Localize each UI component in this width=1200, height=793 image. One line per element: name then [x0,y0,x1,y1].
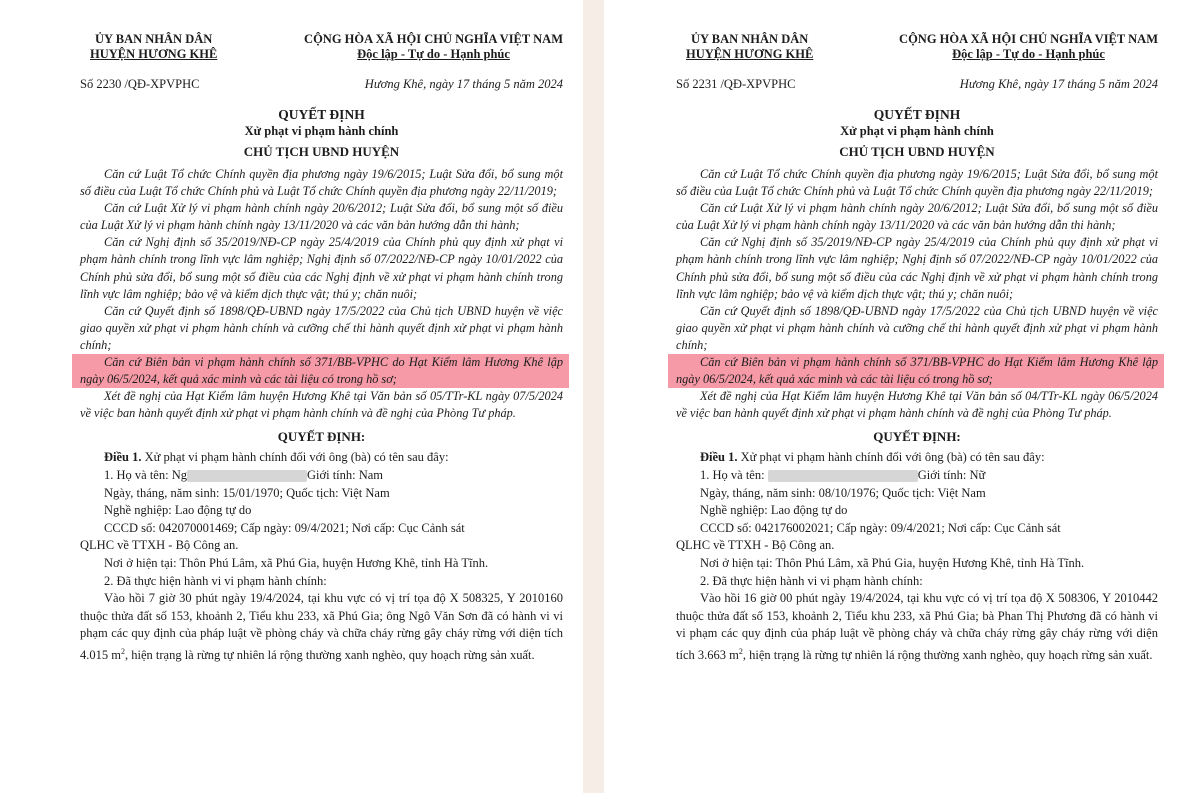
dob-line: Ngày, tháng, năm sinh: 08/10/1976; Quốc tịch: Việt Nam [700,485,986,500]
id-line: CCCD số: 042176002021; Cấp ngày: 09/4/2021; Nơi cấp: Cục Cảnh sát [700,520,1061,535]
issuing-authority: CHỦ TỊCH UBND HUYỆN [839,144,995,159]
basis-paragraph: Căn cứ Luật Xử lý vi phạm hành chính ngày 20/6/2012; Luật Sửa đổi, bổ sung một số điều của Luật Xử lý vi phạm hành chính ngày 13/11/2020 và các văn bản hướng dẫn thi hành; [676,201,1158,233]
violation-text: Vào hồi 7 giờ 30 phút ngày 19/4/2024, tại khu vực có vị trí tọa độ X 508325, Y 2010160 thuộc thửa đất số 153, khoảnh 2, Tiểu khu 233, xã Phú Gia; ông Ngô Văn Sơn đã có hành vi vi phạm các quy định của pháp luật về phòng cháy và chữa cháy rừng gây cháy rừng với diện tích 4.015 $m^2$, hiện trạng là rừng tự nhiên lá rộng thường xanh nghèo, quy hoạch rừng sản xuất. [80,591,563,663]
place-date: Hương Khê, ngày 17 tháng 5 năm 2024 [364,77,563,91]
basis-paragraph: Căn cứ Nghị định số 35/2019/NĐ-CP ngày 25/4/2019 của Chính phủ quy định xử phạt vi phạm hành chính trong lĩnh vực lâm nghiệp; Nghị định số 07/2022/NĐ-CP ngày 10/01/2022 của Chính phủ sửa đổi, bổ sung một số điều của các Nghị định về xử phạt vi phạm hành chính trong lĩnh vực lâm nghiệp; bảo vệ và kiểm dịch thực vật; thú y; chăn nuôi; [676,235,1158,301]
proposal-paragraph: Xét đề nghị của Hạt Kiểm lâm huyện Hương Khê tại Văn bản số 05/TTr-KL ngày 07/5/2024 về việc ban hành quyết định xử phạt vi phạm hành chính và đề nghị của Phòng Tư pháp. [80,389,563,421]
job-line: Nghề nghiệp: Lao động tự do [104,503,252,518]
article-1: Điều 1. Xử phạt vi phạm hành chính đối với ông (bà) có tên sau đây: [104,450,449,465]
redacted-name [768,470,918,482]
address-line: Nơi ở hiện tại: Thôn Phú Lâm, xã Phú Gia, huyện Hương Khê, tỉnh Hà Tĩnh. [104,555,489,570]
highlighted-basis-paragraph: Căn cứ Biên bản vi phạm hành chính số 371/BB-VPHC do Hạt Kiểm lâm Hương Khê lập ngày 06/5/2024, kết quả xác minh và các tài liệu có trong hồ sơ; [72,354,569,388]
document-subtitle: Xử phạt vi phạm hành chính [244,124,399,138]
number-date-line [676,76,1158,92]
place-date: Hương Khê, ngày 17 tháng 5 năm 2024 [959,77,1158,91]
number-date-line [80,76,563,92]
violation-text: Vào hồi 16 giờ 00 phút ngày 19/4/2024, tại khu vực có vị trí tọa độ X 508306, Y 2010442 thuộc thửa đất số 153, khoảnh 2, Tiểu khu 233, xã Phú Gia; bà Phan Thị Phương đã có hành vi vi phạm các quy định của pháp luật về phòng cháy và chữa cháy rừng gây cháy rừng với diện tích 3.663 $m^2$, hiện trạng là rừng tự nhiên lá rộng thường xanh nghèo, quy hoạch rừng sản xuất. [676,591,1158,663]
article-1: Điều 1. Xử phạt vi phạm hành chính đối với ông (bà) có tên sau đây: [700,450,1045,465]
document-header [676,32,1158,62]
address-line: Nơi ở hiện tại: Thôn Phú Lâm, xã Phú Gia, huyện Hương Khê, tỉnh Hà Tĩnh. [700,555,1085,570]
decision-number: Số 2231 /QĐ-XPVPHC [676,77,796,91]
basis-paragraph: Căn cứ Luật Xử lý vi phạm hành chính ngày 20/6/2012; Luật Sửa đổi, bổ sung một số điều của Luật Xử lý vi phạm hành chính ngày 13/11/2020 và các văn bản hướng dẫn thi hành; [80,201,563,233]
document-subtitle: Xử phạt vi phạm hành chính [840,124,994,138]
decision-heading: QUYẾT ĐỊNH: [277,429,366,445]
basis-paragraph: Căn cứ Luật Tổ chức Chính quyền địa phương ngày 19/6/2015; Luật Sửa đổi, bổ sung một số điều của Luật Tổ chức Chính phủ và Luật Tổ chức Chính quyền địa phương ngày 22/11/2019; [676,167,1158,199]
proposal-paragraph: Xét đề nghị của Hạt Kiểm lâm huyện Hương Khê tại Văn bản số 04/TTr-KL ngày 06/5/2024 về việc ban hành quyết định xử phạt vi phạm hành chính và đề nghị của Phòng Tư pháp. [676,389,1158,421]
redacted-name [187,470,307,482]
issuing-authority: CHỦ TỊCH UBND HUYỆN [243,144,400,159]
issuing-organization: ỦY BAN NHÂN DÂN HUYỆN HƯƠNG KHÊ [90,32,218,61]
document-page-left [0,0,583,793]
document-title: QUYẾT ĐỊNH [873,107,961,122]
highlighted-basis-paragraph: Căn cứ Biên bản vi phạm hành chính số 371/BB-VPHC do Hạt Kiểm lâm Hương Khê lập ngày 06/5/2024, kết quả xác minh và các tài liệu có trong hồ sơ; [668,354,1164,388]
national-motto: CỘNG HÒA XÃ HỘI CHỦ NGHĨA VIỆT NAM Độc lập - Tự do - Hạnh phúc [304,32,563,61]
basis-paragraph: Căn cứ Quyết định số 1898/QĐ-UBND ngày 17/5/2022 của Chủ tịch UBND huyện về việc giao quyền xử phạt vi phạm hành chính và cưỡng chế thi hành quyết định xử phạt vi phạm hành chính; [676,303,1158,352]
id-line: CCCD số: 042070001469; Cấp ngày: 09/4/2021; Nơi cấp: Cục Cảnh sát [104,520,465,535]
issuing-organization: ỦY BAN NHÂN DÂN HUYỆN HƯƠNG KHÊ [686,32,814,61]
id-line-cont: QLHC về TTXH - Bộ Công an. [80,538,239,553]
basis-paragraph: Căn cứ Quyết định số 1898/QĐ-UBND ngày 17/5/2022 của Chủ tịch UBND huyện về việc giao quyền xử phạt vi phạm hành chính và cưỡng chế thi hành quyết định xử phạt vi phạm hành chính; [80,303,563,352]
decision-heading: QUYẾT ĐỊNH: [873,429,961,445]
basis-paragraph: Căn cứ Nghị định số 35/2019/NĐ-CP ngày 25/4/2019 của Chính phủ quy định xử phạt vi phạm hành chính trong lĩnh vực lâm nghiệp; Nghị định số 07/2022/NĐ-CP ngày 10/01/2022 của Chính phủ sửa đổi, bổ sung một số điều của các Nghị định về xử phạt vi phạm hành chính trong lĩnh vực lâm nghiệp; bảo vệ và kiểm dịch thực vật; thú y; chăn nuôi; [80,235,563,301]
violation-heading: 2. Đã thực hiện hành vi vi phạm hành chính: [700,573,923,588]
document-title: QUYẾT ĐỊNH [278,107,365,122]
document-page-right [604,0,1200,793]
dob-line: Ngày, tháng, năm sinh: 15/01/1970; Quốc tịch: Việt Nam [104,485,390,500]
job-line: Nghề nghiệp: Lao động tự do [700,503,848,518]
name-line: 1. Họ và tên: Ng Giới tính: Nam [104,468,384,482]
name-line: 1. Họ và tên: Giới tính: Nữ [700,468,986,482]
id-line-cont: QLHC về TTXH - Bộ Công an. [676,538,835,553]
decision-number: Số 2230 /QĐ-XPVPHC [80,77,200,91]
basis-paragraph: Căn cứ Luật Tổ chức Chính quyền địa phương ngày 19/6/2015; Luật Sửa đổi, bổ sung một số điều của Luật Tổ chức Chính phủ và Luật Tổ chức Chính quyền địa phương ngày 22/11/2019; [80,167,563,199]
document-header [80,32,563,62]
violation-heading: 2. Đã thực hiện hành vi vi phạm hành chính: [104,573,327,588]
national-motto: CỘNG HÒA XÃ HỘI CHỦ NGHĨA VIỆT NAM Độc lập - Tự do - Hạnh phúc [899,32,1158,61]
